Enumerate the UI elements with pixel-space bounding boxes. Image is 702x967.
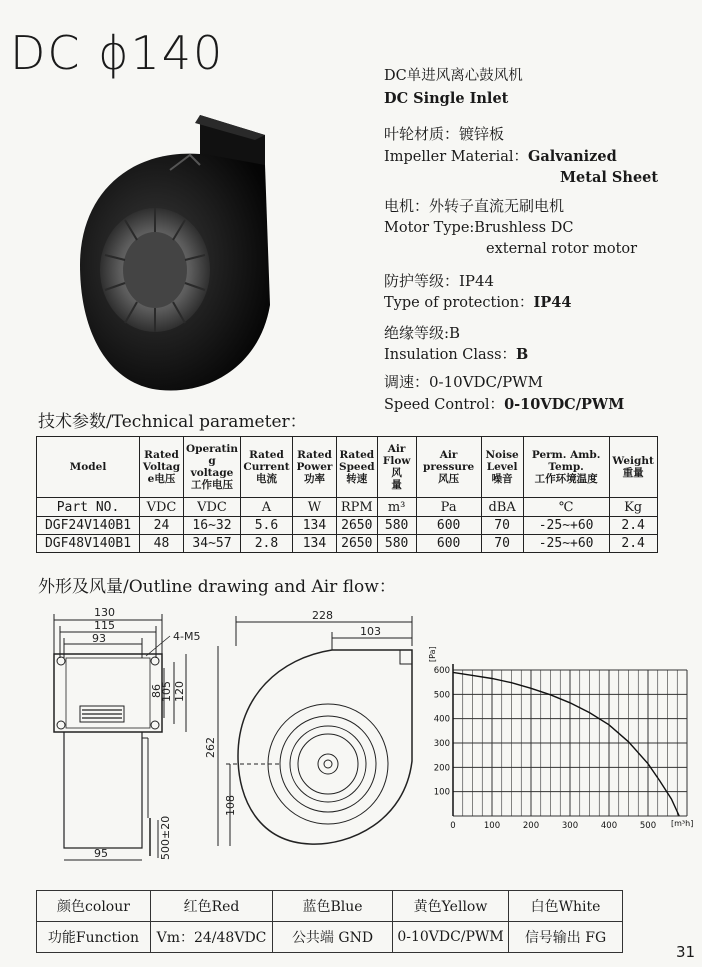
tech-cell: 600 <box>416 517 481 535</box>
spec-impeller-en <box>384 146 617 168</box>
x-tick-label: 500 <box>639 821 657 831</box>
tech-header-cell <box>336 437 377 498</box>
spec-insulation-label: Insulation Class： <box>384 347 517 363</box>
colour-cell: 黄色Yellow <box>393 891 509 922</box>
tech-header-line: Weight <box>612 455 654 467</box>
spec-protection-value: IP44 <box>533 294 572 311</box>
tech-header-cell <box>523 437 609 498</box>
function-row <box>37 922 623 953</box>
y-tick-label: 100 <box>433 787 450 798</box>
function-cell: 0-10VDC/PWM <box>393 922 509 953</box>
spec-impeller-value-2: Metal Sheet <box>560 169 659 186</box>
table-row <box>37 517 658 535</box>
colour-cell: 蓝色Blue <box>273 891 393 922</box>
x-axis-label: [m³h] <box>671 819 694 828</box>
tech-header-line: e电压 <box>147 473 176 485</box>
tech-header-line: 噪音 <box>491 473 513 485</box>
colour-cell: 红色Red <box>151 891 273 922</box>
spec-type-en: DC Single Inlet <box>384 90 509 107</box>
dim-500: 500±20 <box>159 815 172 860</box>
dim-115: 115 <box>94 619 115 632</box>
dim-130: 130 <box>94 606 115 619</box>
tech-unit-cell: dBA <box>481 498 523 517</box>
y-tick-label: 400 <box>433 714 450 725</box>
spec-insulation-value: B <box>516 346 529 363</box>
tech-header-cell <box>184 437 241 498</box>
page-title: DC ϕ140 <box>10 26 225 80</box>
function-cell: 公共端 GND <box>273 922 393 953</box>
spec-motor-cn: 电机：外转子直流无刷电机 <box>384 197 565 215</box>
spec-insulation-en <box>384 344 528 366</box>
tech-cell: 2.4 <box>609 517 657 535</box>
dim-86: 86 <box>150 684 163 698</box>
tech-cell: 134 <box>292 535 336 553</box>
spec-protection-en <box>384 292 571 314</box>
front-view-drawing <box>200 606 420 856</box>
tech-header-line: Current <box>243 461 290 473</box>
tech-header-line: Air <box>387 443 406 455</box>
tech-header-cell <box>481 437 523 498</box>
wire-colour-table <box>36 890 623 953</box>
tech-cell: 34~57 <box>184 535 241 553</box>
x-tick-label: 100 <box>483 821 501 831</box>
tech-header-row <box>37 437 658 498</box>
tech-cell: DGF24V140B1 <box>37 517 140 535</box>
tech-header-line: Model <box>69 461 107 473</box>
tech-unit-cell: Part NO. <box>37 498 140 517</box>
spec-motor-en-2: external rotor motor <box>486 241 638 257</box>
tech-header-line: Flow风 <box>382 455 411 479</box>
tech-body <box>37 517 658 553</box>
spec-impeller-cn: 叶轮材质：镀锌板 <box>384 125 505 143</box>
y-tick-label: 600 <box>433 666 450 676</box>
tech-header-line: Power <box>296 461 333 473</box>
tech-cell: -25~+60 <box>523 517 609 535</box>
tech-header-line: Perm. Amb. <box>531 449 601 461</box>
spec-motor-en: Motor Type:Brushless DC <box>384 220 574 236</box>
tech-header-cell <box>140 437 184 498</box>
x-tick-label: 0 <box>450 821 456 831</box>
x-tick-label: 200 <box>522 821 540 831</box>
tech-header-line: Rated <box>144 449 179 461</box>
tech-header-line: 电流 <box>255 473 277 485</box>
spec-protection-label: Type of protection： <box>384 295 534 311</box>
tech-cell: 16~32 <box>184 517 241 535</box>
tech-unit-cell: RPM <box>336 498 377 517</box>
tech-header-line: Rated <box>249 449 284 461</box>
tech-cell: 2.4 <box>609 535 657 553</box>
tech-units-row <box>37 498 658 517</box>
dim-108: 108 <box>224 795 237 816</box>
tech-unit-cell: VDC <box>184 498 241 517</box>
dim-105: 105 <box>160 681 173 702</box>
dim-228: 228 <box>312 609 333 622</box>
tech-header-line: Noise <box>485 449 519 461</box>
tech-cell: 5.6 <box>240 517 292 535</box>
table-row <box>37 535 658 553</box>
tech-header-cell <box>37 437 140 498</box>
tech-unit-cell: m³ <box>377 498 416 517</box>
page-number: 31 <box>676 943 696 961</box>
tech-parameter-title: 技术参数/Technical parameter： <box>38 412 307 432</box>
function-cell: 功能Function <box>37 922 151 953</box>
tech-unit-cell: ℃ <box>523 498 609 517</box>
tech-header-line: 功率 <box>303 473 325 485</box>
x-tick-label: 300 <box>561 821 579 831</box>
colour-cell: 颜色colour <box>37 891 151 922</box>
tech-cell: 2650 <box>336 517 377 535</box>
spec-impeller-label: Impeller Material： <box>384 149 528 165</box>
tech-cell: 580 <box>377 535 416 553</box>
dim-holes: 4-M5 <box>173 630 201 643</box>
tech-header-line: Rated <box>339 449 375 461</box>
tech-header-line: 风压 <box>438 473 460 485</box>
tech-header-cell <box>377 437 416 498</box>
tech-parameter-table <box>36 436 658 553</box>
dim-95: 95 <box>94 847 108 860</box>
dim-262: 262 <box>204 737 217 758</box>
tech-header-line: 工作环境温度 <box>534 473 598 485</box>
tech-header-line: Level <box>486 461 518 473</box>
spec-speed-label: Speed Control： <box>384 397 505 413</box>
spec-insulation-cn: 绝缘等级:B <box>384 324 461 342</box>
tech-header-line: Temp. <box>548 461 584 473</box>
spec-speed-value: 0-10VDC/PWM <box>504 396 625 413</box>
dim-103: 103 <box>360 625 381 638</box>
x-tick-label: 400 <box>600 821 618 831</box>
function-cell: Vm：24/48VDC <box>151 922 273 953</box>
dim-120: 120 <box>173 681 186 702</box>
tech-header-cell <box>416 437 481 498</box>
function-cell: 信号输出 FG <box>509 922 623 953</box>
tech-cell: -25~+60 <box>523 535 609 553</box>
colour-row <box>37 891 623 922</box>
tech-header-line: pressure <box>423 461 475 473</box>
tech-unit-cell: Kg <box>609 498 657 517</box>
outline-drawing-title: 外形及风量/Outline drawing and Air flow： <box>38 577 396 597</box>
tech-cell: 2650 <box>336 535 377 553</box>
tech-header-line: 工作电压 <box>190 479 233 491</box>
tech-header-line: 重量 <box>622 467 644 479</box>
y-axis-label: [Pa] <box>428 646 437 662</box>
spec-type-cn: DC单进风离心鼓风机 <box>384 68 523 84</box>
tech-cell: 134 <box>292 517 336 535</box>
tech-header-line: Operatin <box>186 443 238 455</box>
tech-header-line: Speed <box>338 461 375 473</box>
tech-header-line: voltage <box>190 467 234 479</box>
dim-93: 93 <box>92 632 106 645</box>
tech-header-cell <box>240 437 292 498</box>
tech-header-cell <box>609 437 657 498</box>
spec-speed-en <box>384 394 624 416</box>
tech-unit-cell: VDC <box>140 498 184 517</box>
tech-cell: 600 <box>416 535 481 553</box>
tech-cell: DGF48V140B1 <box>37 535 140 553</box>
tech-header-line: 量 <box>391 479 402 491</box>
air-flow-chart <box>425 636 697 836</box>
spec-protection-cn: 防护等级：IP44 <box>384 272 495 290</box>
tech-header-line: Rated <box>297 449 332 461</box>
side-view-drawing <box>36 598 201 870</box>
tech-header-line: Voltag <box>142 461 181 473</box>
tech-unit-cell: A <box>240 498 292 517</box>
y-tick-label: 500 <box>433 690 450 701</box>
tech-header-line: 转速 <box>346 473 368 485</box>
spec-impeller-value: Galvanized <box>528 148 617 165</box>
tech-header-line: Air <box>439 449 458 461</box>
tech-unit-cell: Pa <box>416 498 481 517</box>
tech-header-cell <box>292 437 336 498</box>
tech-cell: 48 <box>140 535 184 553</box>
tech-cell: 580 <box>377 517 416 535</box>
tech-cell: 2.8 <box>240 535 292 553</box>
tech-cell: 70 <box>481 517 523 535</box>
fan-product-image <box>60 95 290 405</box>
tech-cell: 24 <box>140 517 184 535</box>
tech-header-line: g <box>208 455 216 467</box>
tech-cell: 70 <box>481 535 523 553</box>
colour-cell: 白色White <box>509 891 623 922</box>
tech-unit-cell: W <box>292 498 336 517</box>
y-tick-label: 300 <box>433 739 450 749</box>
spec-speed-cn: 调速：0-10VDC/PWM <box>384 373 543 391</box>
y-tick-label: 200 <box>433 763 450 774</box>
